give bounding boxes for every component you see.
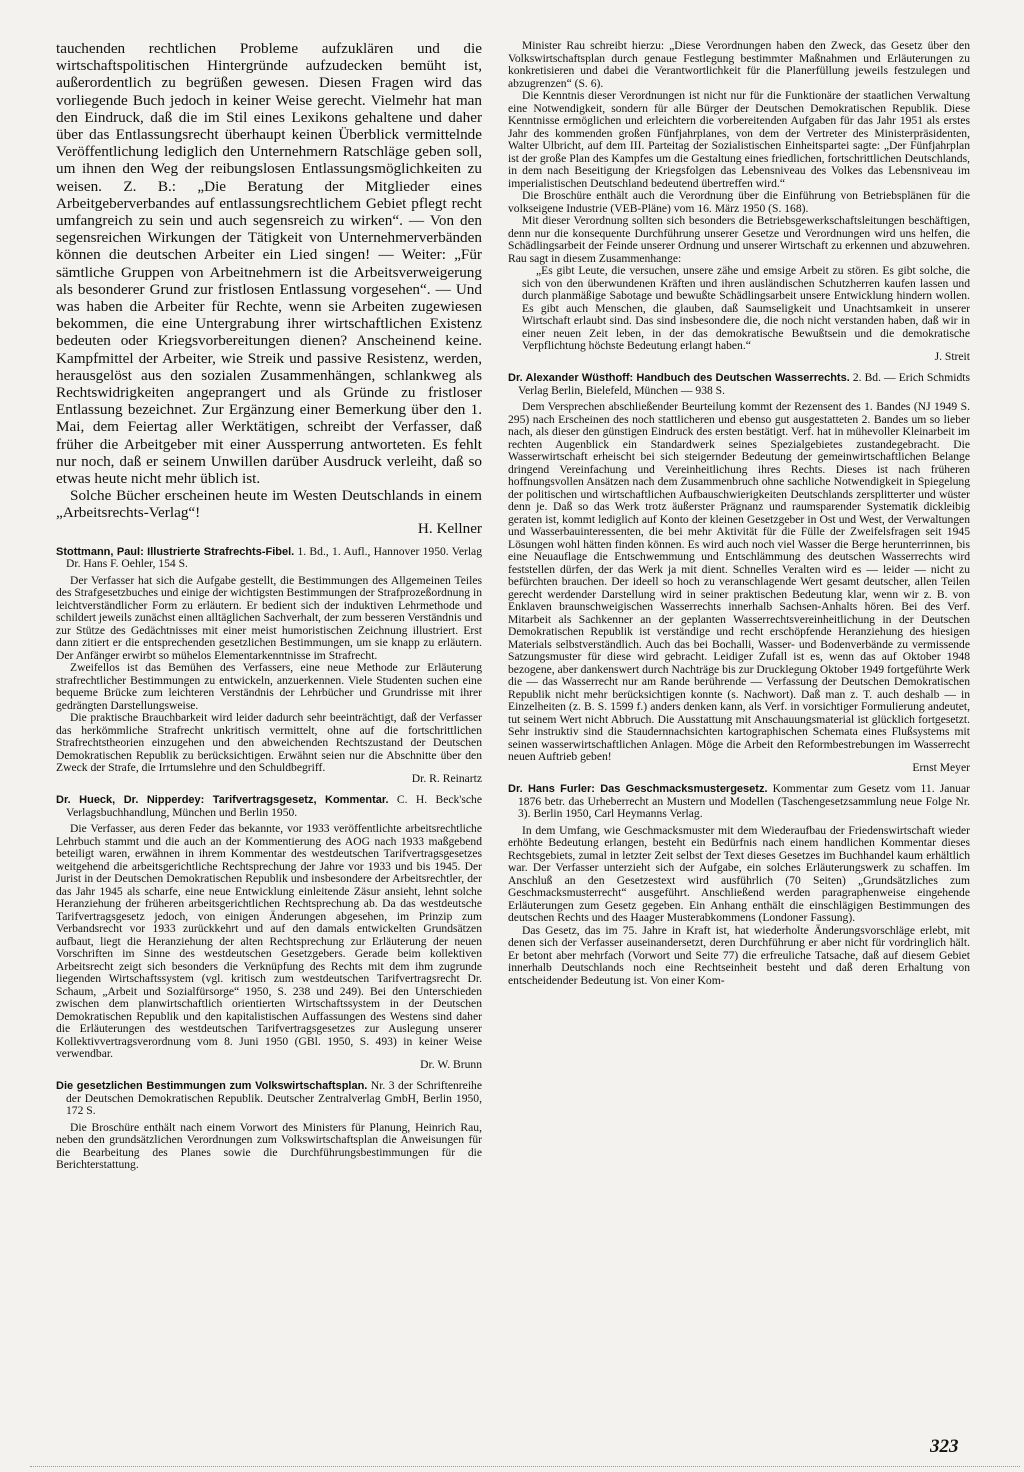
- left-column: [56, 40, 482, 1172]
- review-title: Dr. Hans Furler: Das Geschmacksmustergesetz.: [508, 783, 768, 795]
- review-meta: Kommentar zum Gesetz vom 11. Januar 1876 betr. das Urheberrecht an Mustern und Modellen (Taschengesetzsammlung neue Folge Nr. 3). Berlin 1950, Carl Heymanns Verlag.: [518, 782, 970, 820]
- review-heading: [508, 372, 970, 397]
- paragraph: Die Broschüre enthält auch die Verordnung über die Einführung von Betriebsplänen für die volkseigene Industrie (VEB-Pläne) vom 16. März 1950 (S. 168).: [508, 189, 970, 215]
- right-column: [508, 40, 970, 987]
- paragraph: tauchenden rechtlichen Probleme aufzuklären und die wirtschaftspolitischen Hintergründe aufzudecken bemüht ist, außerordentlich zu begrüßen gewesen. Diesen Fragen wird das vorliegende Buch jedoch in keiner Weise gerecht. Vielmehr hat man den Eindruck, daß die im Stil eines Lexikons gehaltene und daher über das Entlassungsrecht überhaupt keinen Überblick vermittelnde Veröffentlichung lediglich den Unternehmern Ratschläge geben soll, um ihnen den Weg der reibungslosen Entlassungsmöglichkeiten zu weisen. Z. B.: „Die Beratung der Mitglieder eines Arbeitgeberverbandes auf entlassungsrechtlichem Gebiet pflegt recht umfangreich zu sein und auch segensreich zu wirken“. — Von den segensreichen Wirkungen der Tätigkeit von Unternehmerverbänden können die deutschen Arbeiter ein Lied singen! — Weiter: „Für sämtliche Gruppen von Arbeitnehmern ist die Arbeitsverweigerung als besonderer Grund zur fristlosen Entlassung vorgesehen“. — Und was haben die Arbeiter für Rechte, wenn sie Arbeiten zugewiesen bekommen, die eine Untergrabung ihrer wirtschaftlichen Existenz bedeuten oder Kriegsvorbereitungen dienen? Anscheinend keine. Kampfmittel der Arbeiter, wie Streik und passive Resistenz, werden, herausgelöst aus den sozialen Zusammenhängen, schlankweg als Rechtswidrigkeiten angeprangert und als Gründe zu fristloser Entlassung bezeichnet. Zur Ergänzung einer Bemerkung über den 1. Mai, dem Feiertag aller Werktätigen, schreibt der Verfasser, daß früher die Arbeitgeber mit einer Aussperrung antworteten. Es fehlt nur noch, daß er seinem Unwillen darüber Ausdruck verleiht, daß so etwas heute nicht mehr üblich ist.: [56, 40, 482, 488]
- reviewer-signature: Dr. W. Brunn: [420, 1057, 482, 1071]
- review-meta: 1. Bd., 1. Aufl., Hannover 1950. Verlag Dr. Hans F. Oehler, 154 S.: [66, 544, 482, 571]
- paragraph: Minister Rau schreibt hierzu: „Diese Verordnungen haben den Zweck, das Gesetz über den Volkswirtschaftsplan durch genaue Festlegung bestimmter Maßnahmen und Erläuterungen zu konkretisieren und dabei die Verantwortlichkeit für die Planerfüllung jeweils festzulegen und abzugrenzen“ (S. 6).: [508, 39, 970, 90]
- page-number: 323: [930, 1436, 959, 1457]
- quote-paragraph: „Es gibt Leute, die versuchen, unsere zähe und emsige Arbeit zu stören. Es gibt solche, die sich von den überwundenen Kräften und ihren ausländischen Schutzherren kaufen lassen und durch planmäßige Sabotage und bewußte Schädlingsarbeit unsere Entwicklung hindern wollen. Es gibt auch Menschen, die glauben, daß Saumseligkeit und Unachtsamkeit in unserer Wirtschaft erlaubt sind. Das sind insbesondere die, die noch nicht verstanden haben, daß wir in einer neuen Zeit leben, in der das demokratische Bewußtsein und die demokratische Verpflichtung höchste Bedeutung erlangt haben.“: [522, 264, 970, 352]
- review-meta: Nr. 3 der Schriftenreihe der Deutschen Demokratischen Republik. Deutscher Zentralverlag GmbH, Berlin 1950, 172 S.: [66, 1079, 482, 1118]
- review-title: Dr. Hueck, Dr. Nipperdey: Tarifvertragsgesetz, Kommentar.: [56, 794, 389, 807]
- review-heading: [508, 783, 970, 821]
- paragraph: Solche Bücher erscheinen heute im Westen Deutschlands in einem „Arbeitsrechts-Verlag“!: [56, 487, 482, 522]
- review-meta: 2. Bd. — Erich Schmidts Verlag Berlin, Bielefeld, München — 938 S.: [518, 371, 971, 397]
- review-heading: [56, 546, 482, 571]
- review-title: Die gesetzlichen Bestimmungen zum Volkswirtschaftsplan.: [56, 1080, 368, 1093]
- reviewer-signature: J. Streit: [934, 349, 970, 363]
- paragraph: Die Kenntnis dieser Verordnungen ist nicht nur für die Funktionäre der staatlichen Verwaltung eine Notwendigkeit, sondern für alle Bürger der Deutschen Demokratischen Republik. Diese Kenntnisse ermöglichen und erleichtern die vorbereitenden Aufgaben für das Jahr 1951 als erstes Jahr des kommenden großen Fünfjahrplanes, von dem der Vertreter des Ministerpräsidenten, Walter Ulbricht, auf dem III. Parteitag der Sozialistischen Einheitspartei sagte: „Der Fünfjahrplan ist der große Plan des Kampfes um die Gestaltung eines friedlichen, fortschrittlichen Deutschlands, in dem nach Beseitigung der Kriegsfolgen das Lebensniveau des Volkes das Lebensniveau im imperialistischen Deutschland bedeutend übertreffen wird.“: [508, 89, 970, 190]
- paragraph: Dem Versprechen abschließender Beurteilung kommt der Rezensent des 1. Bandes (NJ 1949 S. 295) nach Erscheinen des noch stattlicheren und ebenso gut ausgestatteten 2. Bandes um so lieber nach, als dieser den günstigen Eindruck des ersten bestätigt. Verf. hat in mühevoller Kleinarbeit im rechten Augenblick ein Standardwerk seines Spezialgebietes zustandegebracht. Die Wasserwirtschaft erheischt bei sich steigernder Bedeutung der gemeinwirtschaftlichen Belange dringend Vereinfachung und Vereinheitlichung ihres Rechts. Dieses ist nach früheren hoffnungsvollen Ansätzen nach dem Zusammenbruch ohne sachliche Notwendigkeit in Spiegelung der politischen und wirtschaftlichen Aufbauschwierigkeiten Deutschlands zersplitterter und wüster denn je. Daß so das Werk trotz äußerster Prägnanz und raumsparender Systematik dickleibig geraten ist, kommt lediglich auf Konto der kleinen Gesetzgeber in Ost und West, der Verwaltungen und Wasserbauinteressenten, die bei mehr Aktivität für die Fülle der Zweifelsfragen seit 1945 Lösungen wohl hätten finden können. Es wird auch noch viel Wasser die Berge herunterrinnen, bis eine Neuauflage die Entschwemmung und Entschlämmung des deutschen Wasserrechts wird feststellen dürfen, der das Werk ja mit dient. Schnelles Veralten wird es — leider — nicht zu befürchten brauchen. Der ideell so hoch zu veranschlagende Wert gesamt deutscher, allen Teilen gerecht werdender Darstellung wird in seiner praktischen Bedeutung klar, wenn wir z. B. von Enklaven braunschweigischen Wasserrechts innerhalb Sachsen-Anhalts hören. Bei des Verf. Mitarbeit als Sachkenner an der geplanten Wasserrechtsvereinheitlichung in der Deutschen Demokratischen Republik ist verständige und recht erschöpfende Heranziehung des hiesigen Materials selbstverständlich. Auch das bei Bochalli, Wasser- und Bodenverbände zu vermissende Satzungsmuster für diese wird gebracht. Leidiger Zufall ist es, wenn das auf Oktober 1948 bezogene, aber dankenswert durch Nachträge bis zur Drucklegung Oktober 1949 fortgeführte Werk die — das Wasserrecht nur am Rande berührende — Verfassung der Deutschen Demokratischen Republik nicht mehr berücksichtigen konnte (s. Nachwort). Daß man z. T. auch deshalb — in Einzelheiten (z. B. S. 1599 f.) anders denken kann, als Verf. in vorsichtiger Formulierung andeutet, tut seinem Wert nicht Abbruch. Die Ausstattung mit Anschauungsmaterial ist glücklich fortgesetzt. Sehr instruktiv sind die Staudernnachsichten kartographischen Schemata eines Flußsystems mit seinen wasserwirtschaftlichen Anlagen. Möge die Arbeit den Reformbestrebungen im Wasserrecht neuen Auftrieb geben!: [508, 400, 970, 763]
- review-heading: [56, 794, 482, 819]
- reviewer-signature: Ernst Meyer: [912, 760, 970, 774]
- reviewer-signature: H. Kellner: [417, 519, 482, 537]
- paragraph: Mit dieser Verordnung sollten sich besonders die Betriebsgewerkschaftsleitungen beschäftigen, denn nur die konsequente Durchführung unserer Gesetze und Verordnungen wird uns helfen, die Schädlingsarbeit der Feinde unserer Ordnung und unserer Wirtschaft zu erkennen und abzuwehren. Rau sagt in diesem Zusammenhange:: [508, 214, 970, 265]
- paragraph: Die Broschüre enthält nach einem Vorwort des Ministers für Planung, Heinrich Rau, neben den grundsätzlichen Verordnungen zum Volkswirtschaftsplan die Anweisungen für die Bearbeitung des Planes sowie die Durchführungsbestimmungen für die Berichterstattung.: [56, 1120, 482, 1172]
- paragraph: In dem Umfang, wie Geschmacksmuster mit dem Wiederaufbau der Friedenswirtschaft wieder erhöhte Bedeutung erlangen, besteht ein Bedürfnis nach einem handlichen Kommentar dieses Rechtsgebiets, zumal in letzter Zeit selbst der Text dieses Gesetzes im Buchhandel kaum erhältlich war. Der Verfasser unterzieht sich der Aufgabe, ein solches Erläuterungswerk zu schaffen. Im Anschluß an den Gesetzestext wird ausführlich (70 Seiten) „Grundsätzliches zum Geschmacksmusterrecht“ ausgeführt. Anschließend werden paragraphenweise eingehende Erläuterungen zum Gesetz gegeben. Ein Anhang enthält die einschlägigen Bestimmungen des deutschen Rechts und des Haager Musterabkommens (Londoner Fassung).: [508, 823, 970, 924]
- paragraph: Zweifellos ist das Bemühen des Verfassers, eine neue Methode zur Erläuterung strafrechtlicher Bestimmungen zu entwickeln, anzuerkennen. Viele Studenten suchen eine bequeme Brücke zum leichteren Verständnis der Lehrbücher und Grundrisse mit ihrer gedrängten Darstellungsweise.: [56, 661, 482, 712]
- review-heading: [56, 1080, 482, 1118]
- review-title: Dr. Alexander Wüsthoff: Handbuch des Deutschen Wasserrechts.: [508, 372, 850, 384]
- reviewer-signature: Dr. R. Reinartz: [411, 771, 482, 785]
- review-meta: C. H. Beck'sche Verlagsbuchhandlung, München und Berlin 1950.: [66, 793, 482, 819]
- review-title: Stottmann, Paul: Illustrierte Strafrechts-Fibel.: [56, 545, 295, 558]
- paragraph: Die Verfasser, aus deren Feder das bekannte, vor 1933 veröffentlichte arbeitsrechtliche Lehrbuch stammt und die auch an der Kommentierung des AOG nach 1933 maßgebend beteiligt waren, erwähnen in ihrem Kommentar des westdeutschen Tarifvertragsgesetzes weitgehend die arbeitsgerichtliche Rechtsprechung der Jahre vor 1933 und bis 1945. Der Jurist in der Deutschen Demokratischen Republik und insbesondere der Arbeitsrechtler, der das Jahr 1945 als scharfe, eine neue Entwicklung einleitende Zäsur ansieht, lehnt solche Heranziehung der früheren arbeitsgerichtlichen Rechtsprechung ab. Da das westdeutsche Tarifvertragsgesetz jedoch, von einigen Änderungen abgesehen, im Prinzip zum Verbandsrecht vor 1933 zurückkehrt und auf den damals entwickelten Grundsätzen aufbaut, liegt die Heranziehung der alten Rechtsprechung zur Erläuterung der neuen Vorschriften im Sinne des westdeutschen Gesetzgebers. Gerade beim kollektiven Arbeitsrecht zeigt sich besonders die Verknüpfung des Rechts mit dem ihm zugrunde liegenden Wirtschaftssystem (vgl. kritisch zum westdeutschen Tarifvertragsrecht Dr. Schaum, „Arbeit und Sozialfürsorge“ 1950, S. 238 und 249). Bei den Unterschieden zwischen dem planwirtschaftlich orientierten Wirtschaftssystem in der Deutschen Demokratischen Republik und den kapitalistischen Auffassungen des Westens sind daher die Erläuterungen des westdeutschen Tarifvertragsgesetzes zur Auslegung unserer Kollektivvertragsverordnung vom 8. Juni 1950 (GBl. 1950, S. 493) in keiner Weise verwendbar.: [56, 822, 482, 1061]
- paragraph: Die praktische Brauchbarkeit wird leider dadurch sehr beeinträchtigt, daß der Verfasser das herkömmliche Strafrecht unkritisch vermittelt, ohne auf die fortschrittlichen Strafrechtstheorien einzugehen und den abweichenden Rechtszustand der Deutschen Demokratischen Republik zu berücksichtigen. Erwähnt seien nur die Abschnitte über den Zweck der Strafe, die Irrtumslehre und den Schuldbegriff.: [56, 711, 482, 775]
- bottom-rule: [30, 1466, 1020, 1467]
- paragraph: Das Gesetz, das im 75. Jahre in Kraft ist, hat wiederholte Änderungsvorschläge erlebt, mit denen sich der Verfasser auseinandersetzt, deren Durchführung er aber nicht für vordringlich hält. Er betont aber mehrfach (Vorwort und Seite 77) die erfreuliche Tatsache, daß auf diesem Gebiet innerhalb Deutschlands noch eine Rechtseinheit besteht und daß deren Erhaltung von entscheidender Bedeutung ist. Von einer Kom-: [508, 923, 970, 987]
- paragraph: Der Verfasser hat sich die Aufgabe gestellt, die Bestimmungen des Allgemeinen Teiles des Strafgesetzbuches und einige der wichtigsten Bestimmungen der Strafprozeßordnung in leichtverständlicher Form zu erläutern. Er bedient sich der induktiven Lehrmethode und schildert jeweils zunächst einen alltäglichen Sachverhalt, der zum besseren Verständnis und zur Stütze des Gedächtnisses mit einer meist humoristischen Zeichnung illustriert. Erst dann zitiert er die entsprechenden gesetzlichen Bestimmungen, um sie knapp zu erläutern. Der Anfänger erwirbt so mühelos Elementarkenntnisse im Strafrecht.: [56, 573, 482, 662]
